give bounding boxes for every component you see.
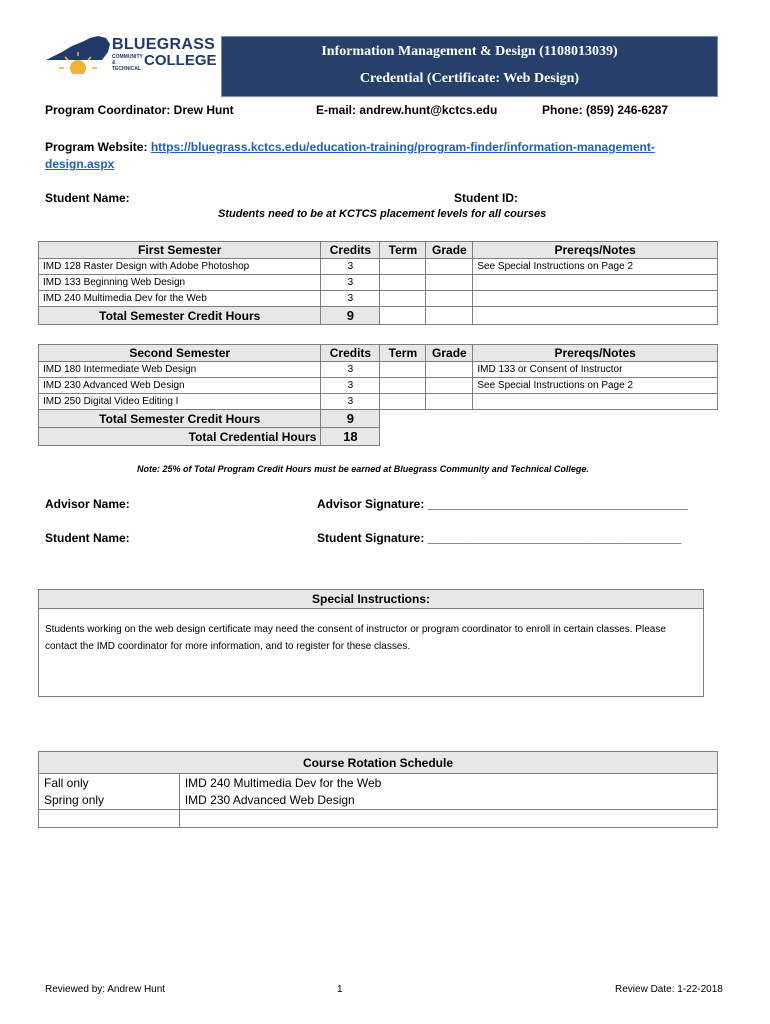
table-header-row — [39, 242, 718, 259]
grade-cell[interactable] — [426, 291, 473, 307]
kentucky-sun-icon — [44, 30, 114, 74]
coordinator-email: E-mail: andrew.hunt@kctcs.edu — [316, 103, 498, 117]
logo-subtitle: COMMUNITY & TECHNICAL — [112, 54, 143, 72]
grade-cell[interactable] — [426, 362, 473, 378]
course-name: IMD 133 Beginning Web Design — [39, 275, 321, 291]
special-instructions-title: Special Instructions: — [39, 590, 703, 609]
prereqs-header: Prereqs/Notes — [473, 345, 718, 362]
course-rotation-table — [38, 751, 718, 828]
reviewed-by: Reviewed by: Andrew Hunt — [45, 984, 166, 995]
special-instructions-text: Students working on the web design certificate may need the consent of instructor or program coordinator to enroll in certain classes. Please contact the IMD coordinator for more information, and to register for these classes. — [45, 624, 666, 652]
grade-header: Grade — [426, 242, 473, 259]
grade-cell[interactable] — [426, 378, 473, 394]
rotation-term: Spring only — [39, 792, 180, 810]
total-row — [39, 410, 718, 428]
website-link[interactable]: https://bluegrass.kctcs.edu/education-training/program-finder/information-management- design.aspx — [45, 140, 655, 171]
course-name: IMD 230 Advanced Web Design — [39, 378, 321, 394]
placement-note: Students need to be at KCTCS placement levels for all courses — [218, 208, 547, 220]
website-label: Program Website: — [45, 140, 148, 154]
course-credits: 3 — [321, 259, 380, 275]
course-credits: 3 — [321, 291, 380, 307]
credential-title: Credential (Certificate: Web Design) — [359, 71, 580, 86]
credits-header: Credits — [321, 345, 380, 362]
table-row — [39, 378, 718, 394]
course-name: IMD 250 Digital Video Editing I — [39, 394, 321, 410]
total-value: 9 — [321, 307, 380, 325]
course-notes — [473, 275, 718, 291]
prereqs-header: Prereqs/Notes — [473, 242, 718, 259]
program-title: Information Management & Design (1108013039) — [321, 44, 618, 59]
table-row — [39, 362, 718, 378]
course-notes: IMD 133 or Consent of Instructor — [473, 362, 718, 378]
student-signature-line[interactable]: Student Signature: ______________________________________ — [317, 531, 682, 545]
table-row — [39, 259, 718, 275]
student-name-label-2: Student Name: — [45, 531, 130, 545]
coordinator-phone: Phone: (859) 246-6287 — [542, 103, 669, 117]
term-cell[interactable] — [380, 291, 426, 307]
second-semester-table — [38, 344, 718, 446]
grade-cell[interactable] — [426, 394, 473, 410]
credits-header: Credits — [321, 242, 380, 259]
term-cell[interactable] — [380, 378, 426, 394]
grade-header: Grade — [426, 345, 473, 362]
page-number: 1 — [337, 984, 343, 995]
term-cell[interactable] — [380, 394, 426, 410]
credential-total-label: Total Credential Hours — [39, 428, 321, 446]
term-cell[interactable] — [380, 259, 426, 275]
course-notes — [473, 291, 718, 307]
table-row — [39, 291, 718, 307]
course-credits: 3 — [321, 362, 380, 378]
course-credits: 3 — [321, 275, 380, 291]
student-id-label: Student ID: — [454, 191, 518, 205]
term-cell[interactable] — [380, 275, 426, 291]
first-semester-table — [38, 241, 718, 325]
course-notes: See Special Instructions on Page 2 — [473, 378, 718, 394]
course-credits: 3 — [321, 378, 380, 394]
course-credits: 3 — [321, 394, 380, 410]
term-header: Term — [380, 242, 426, 259]
rotation-course: IMD 240 Multimedia Dev for the Web — [179, 774, 717, 792]
student-name-label: Student Name: — [45, 191, 130, 205]
semester-title: Second Semester — [39, 345, 321, 362]
credential-total-row — [39, 428, 718, 446]
program-website — [45, 139, 725, 173]
rotation-term — [39, 810, 180, 828]
table-row — [39, 774, 718, 792]
college-logo — [44, 30, 216, 74]
title-banner — [221, 36, 718, 97]
rotation-course: IMD 230 Advanced Web Design — [179, 792, 717, 810]
total-label: Total Semester Credit Hours — [39, 307, 321, 325]
course-name: IMD 180 Intermediate Web Design — [39, 362, 321, 378]
table-row — [39, 275, 718, 291]
advisor-name-label: Advisor Name: — [45, 497, 130, 511]
total-label: Total Semester Credit Hours — [39, 410, 321, 428]
rotation-title: Course Rotation Schedule — [39, 752, 718, 774]
review-date: Review Date: 1-22-2018 — [615, 984, 723, 995]
rotation-term: Fall only — [39, 774, 180, 792]
course-name: IMD 240 Multimedia Dev for the Web — [39, 291, 321, 307]
course-notes — [473, 394, 718, 410]
semester-title: First Semester — [39, 242, 321, 259]
residency-note: Note: 25% of Total Program Credit Hours must be earned at Bluegrass Community and Technical College. — [137, 464, 589, 474]
credential-total-value: 18 — [321, 428, 380, 446]
course-notes: See Special Instructions on Page 2 — [473, 259, 718, 275]
logo-name-top: BLUEGRASS — [112, 36, 216, 53]
table-row — [39, 792, 718, 810]
advisor-signature-line[interactable]: Advisor Signature: _______________________________________ — [317, 497, 688, 511]
grade-cell[interactable] — [426, 259, 473, 275]
logo-name-bottom: COLLEGE — [144, 52, 217, 69]
term-header: Term — [380, 345, 426, 362]
table-header-row — [39, 345, 718, 362]
grade-cell[interactable] — [426, 275, 473, 291]
table-row — [39, 394, 718, 410]
course-name: IMD 128 Raster Design with Adobe Photoshop — [39, 259, 321, 275]
rotation-course — [179, 810, 717, 828]
total-value: 9 — [321, 410, 380, 428]
total-row — [39, 307, 718, 325]
special-instructions-box — [38, 589, 704, 697]
table-row — [39, 810, 718, 828]
program-coordinator: Program Coordinator: Drew Hunt — [45, 103, 234, 117]
table-header-row — [39, 752, 718, 774]
term-cell[interactable] — [380, 362, 426, 378]
